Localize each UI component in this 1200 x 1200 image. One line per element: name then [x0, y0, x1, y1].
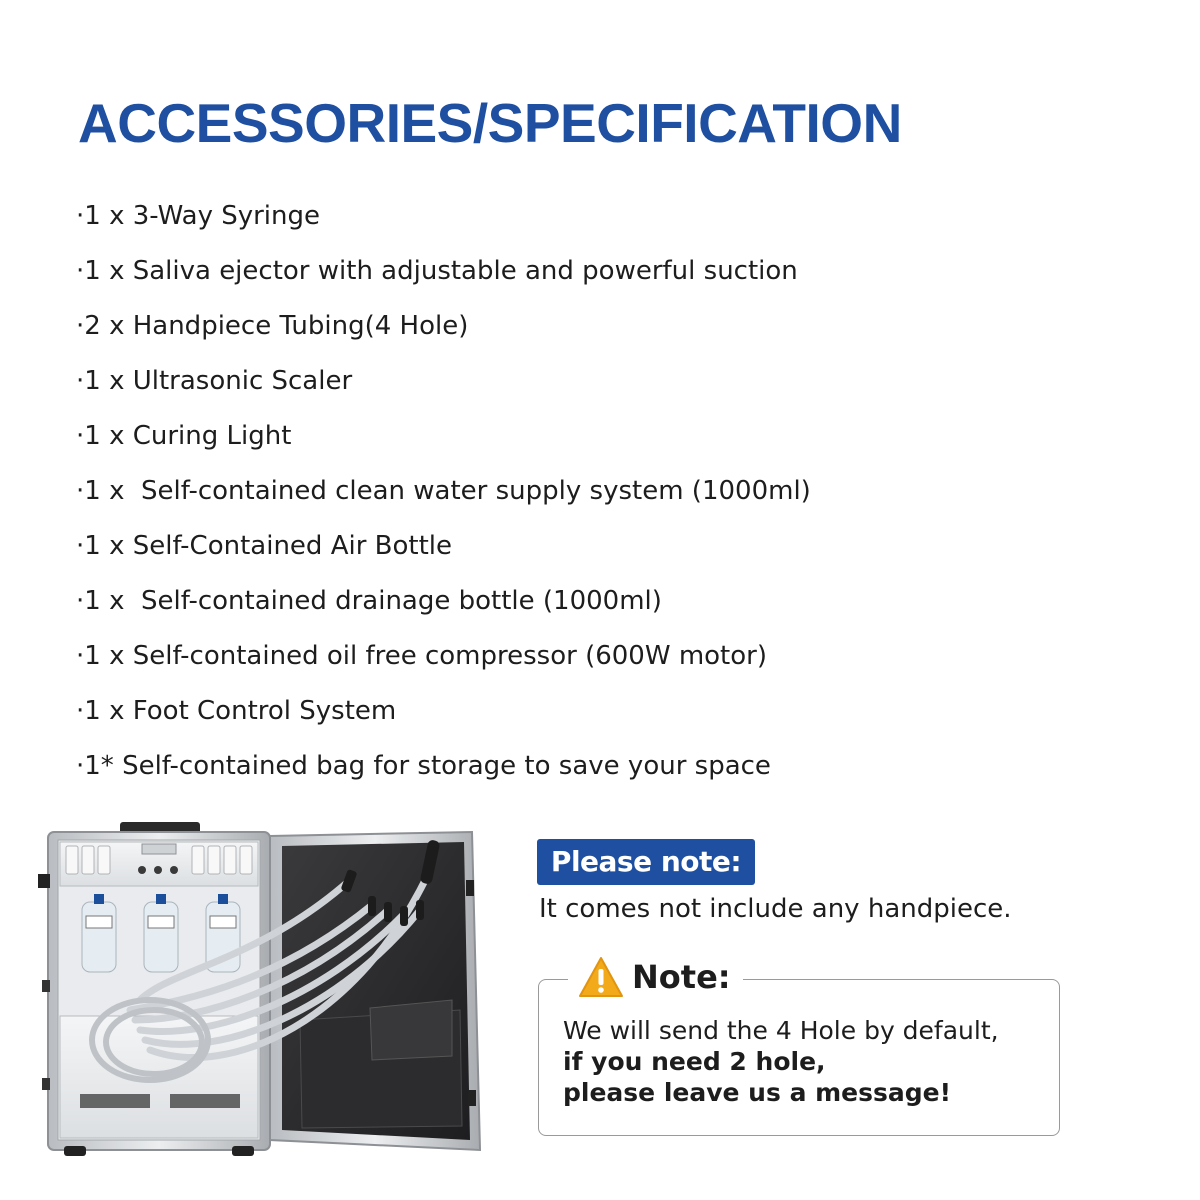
spec-item-storage-bag: ·1* Self-contained bag for storage to save your space	[76, 751, 771, 781]
note-label: Note:	[632, 958, 731, 996]
spec-item-foot-control: ·1 x Foot Control System	[76, 696, 397, 726]
spec-item-compressor: ·1 x Self-contained oil free compressor (600W motor)	[76, 641, 767, 671]
spec-item-drainage-bottle: ·1 x Self-contained drainage bottle (1000ml)	[76, 586, 662, 616]
note-line-default: We will send the 4 Hole by default,	[563, 1016, 999, 1045]
note-body	[563, 1015, 999, 1108]
note-line-message: please leave us a message!	[563, 1078, 952, 1107]
spec-item-handpiece-tubing: ·2 x Handpiece Tubing(4 Hole)	[76, 311, 469, 341]
note-header	[568, 952, 743, 1002]
spec-item-curing-light: ·1 x Curing Light	[76, 421, 292, 451]
page-title: ACCESSORIES/SPECIFICATION	[78, 92, 902, 154]
spec-item-water-supply: ·1 x Self-contained clean water supply system (1000ml)	[76, 476, 811, 506]
spec-item-ultrasonic-scaler: ·1 x Ultrasonic Scaler	[76, 366, 353, 396]
please-note-badge: Please note:	[537, 839, 755, 885]
spec-item-air-bottle: ·1 x Self-Contained Air Bottle	[76, 531, 453, 561]
please-note-text: It comes not include any handpiece.	[539, 894, 1012, 924]
spec-list	[76, 194, 811, 799]
spec-item-syringe: ·1 x 3-Way Syringe	[76, 201, 321, 231]
spec-item-saliva-ejector: ·1 x Saliva ejector with adjustable and powerful suction	[76, 256, 798, 286]
warning-icon	[578, 956, 624, 998]
note-line-two-hole: if you need 2 hole,	[563, 1047, 826, 1076]
portable-dental-unit-image	[20, 810, 490, 1180]
